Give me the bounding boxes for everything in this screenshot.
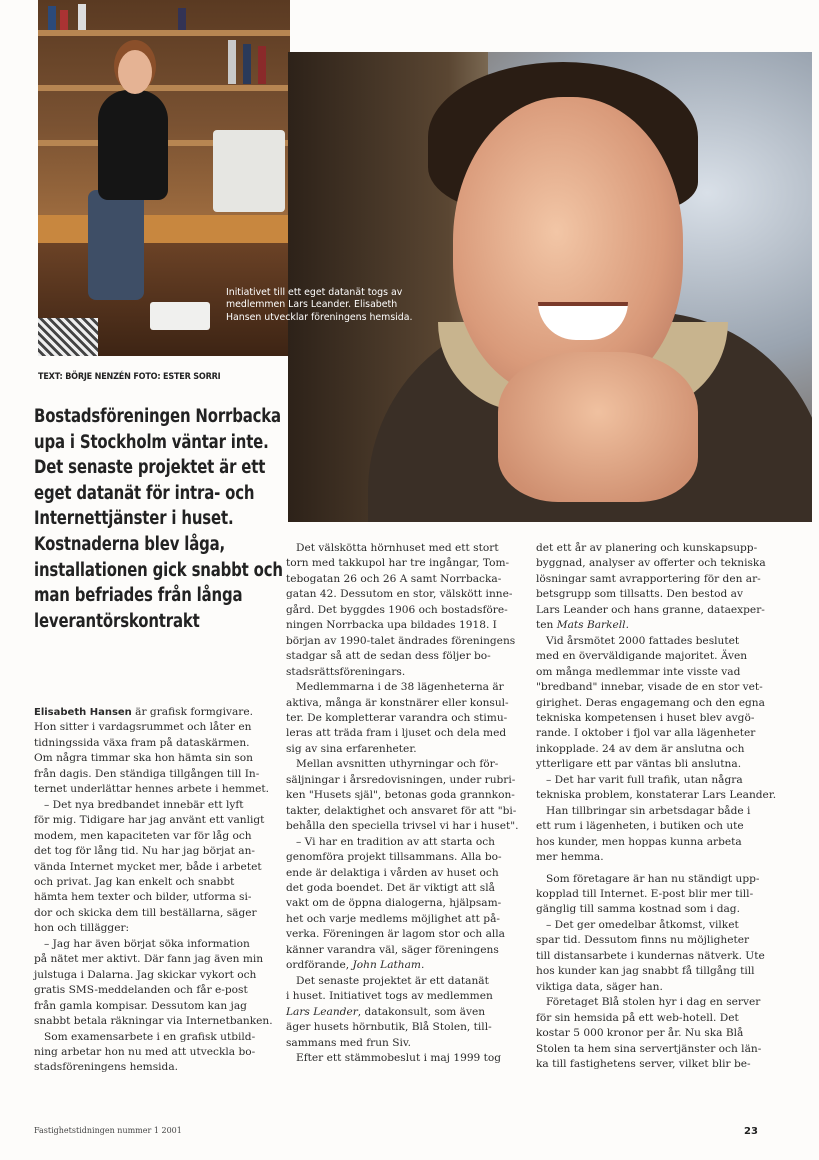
body-line: tekniska kompetensen i huset blev avgö- [536,711,755,724]
body-line [286,1005,502,1020]
body-line: Efter ett stämmobeslut i maj 1999 tog [296,1051,502,1064]
body-line: för mig. Tidigare har jag använt ett vanligt [34,814,265,827]
lede-line: Internettjänster i huset. [34,508,234,530]
body-line: tekniska problem, konstaterar Lars Leander. [536,789,777,802]
body-line: till distansarbete i kundernas nätverk. Ute [536,949,765,962]
body-text: ordförande, [286,959,353,972]
body-line: Hon sitter i vardagsrummet och låter en [34,721,252,734]
body-line: Han tillbringar sin arbetsdagar både i [546,804,751,817]
body-line: gänglig till samma kostnad som i dag. [536,903,740,916]
body-line: ningen Norrbacka upa bildades 1918. I [286,619,497,632]
body-line: snabbt betala räkningar via Internetbanken. [34,1015,273,1028]
body-line: ka till fastighetens server, vilket blir be- [536,1057,751,1070]
body-line: ende är delaktiga i vården av huset och [286,866,499,879]
body-line: Om några timmar ska hon hämta sin son [34,752,253,765]
body-line: verka. Föreningen är lagom stor och alla [286,928,505,941]
body-line: byggnad, analyser av offerter och tekniska [536,557,766,570]
body-line: torn med takkupol har tre ingångar, Tom- [286,557,510,570]
body-line: tidningssida växa fram på dataskärmen. [34,736,250,749]
person-name: John Latham. [352,959,425,972]
body-line: det goda boendet. Det är viktigt att slå [286,881,495,894]
caption-line: medlemmen Lars Leander. Elisabeth [226,299,398,311]
body-line: – Vi har en tradition av att starta och [296,835,495,848]
body-line: Lars Leander och hans granne, dataexper- [536,603,765,616]
lede-line: man befriades från långa [34,585,243,607]
lede-line: Det senaste projektet är ett [34,457,266,479]
body-line: rande. I oktober i fjol var alla lägenheter [536,727,756,740]
body-line: ning arbetar hon nu med att utveckla bo- [34,1045,256,1058]
body-line: ytterligare ett par väntas bli anslutna. [536,758,742,771]
body-line: början av 1990-talet ändrades föreningens [286,634,516,647]
body-line: spar tid. Dessutom finns nu möjligheter [536,934,750,947]
body-line: takter, delaktighet och ansvaret för att "bi- [286,804,517,817]
body-line: Det välskötta hörnhuset med ett stort [296,542,499,554]
body-line: – Det ger omedelbar åtkomst, vilket [546,918,739,931]
body-line: modem, men kapaciteten var för låg och [34,829,252,842]
byline-credit: TEXT: BÖRJE NENZÉN FOTO: ESTER SORRI [38,372,221,382]
body-column-3 [536,541,777,1072]
body-line: dor och skicka dem till beställarna, säger [34,906,257,919]
body-line: det ett år av planering och kunskapsupp- [536,542,758,554]
body-line: kopplad till Internet. E-post blir mer till- [536,887,754,900]
body-line: inkopplade. 24 av dem är anslutna och [536,742,745,755]
body-line: ternet underlättar hennes arbete i hemmet. [34,783,270,796]
body-line: "bredband" innebar, visade de en stor vet- [536,681,763,694]
body-line: med en överväldigande majoritet. Även [536,650,748,663]
body-line: tebogatan 26 och 26 A samt Norrbacka- [286,572,502,585]
body-line: mer hemma. [536,851,604,864]
body-line: vakt om de öppna dialogerna, hjälpsam- [286,897,502,910]
body-line: Som examensarbete i en grafisk utbild- [44,1030,256,1043]
publication-footer: Fastighetstidningen nummer 1 2001 [34,1126,182,1135]
body-column-1 [34,705,273,1076]
body-line: äger husets hörnbutik, Blå Stolen, till- [286,1021,492,1034]
photo-caption [226,287,426,324]
body-line: det tog för lång tid. Nu har jag börjat an- [34,845,255,858]
body-line [34,705,260,720]
caption-line: Initiativet till ett eget datanät togs av [226,287,403,298]
body-line: och privat. Jag kan enkelt och snabbt [34,875,235,888]
body-line: julstuga i Dalarna. Jag skickar vykort och [34,968,257,981]
body-column-2 [286,541,519,1066]
body-line: stadgar så att de sedan dess följer bo- [286,650,491,663]
body-line [286,958,502,973]
body-line: ter. De kompletterar varandra och stimu- [286,711,508,724]
body-line: för sin hemsida på ett web-hotell. Det [536,1011,739,1024]
lede-line: leverantörskontrakt [34,610,200,632]
body-line: sig av sina erfarenheter. [286,742,417,755]
body-line: Företaget Blå stolen hyr i dag en server [546,996,761,1009]
body-line: om många medlemmar inte visste vad [536,665,741,678]
body-line: girighet. Deras engagemang och den egna [536,696,765,709]
body-line: ken "Husets själ", betonas goda grannkon- [286,789,515,802]
body-line: aktiva, många är konstnärer eller konsul- [286,696,509,709]
body-line: Stolen ta hem sina servertjänster och län- [536,1042,762,1055]
body-line: – Jag har även börjat söka information [44,937,250,950]
body-line: på nätet mer aktivt. Där fann jag även min [34,953,264,966]
article-lede [34,404,283,634]
body-text: är grafisk formgivare. [131,706,253,718]
body-line: säljningar i årsredovisningen, under rubri- [286,773,516,786]
body-line: i huset. Initiativet togs av medlemmen [286,990,493,1003]
lede-line: installationen gick snabbt och [34,559,283,581]
body-line: Mellan avsnitten uthyrningar och för- [296,758,499,771]
body-line: från gamla kompisar. Dessutom kan jag [34,999,247,1012]
body-line: gård. Det byggdes 1906 och bostadsföre- [286,603,508,616]
body-line: hos kunder kan jag snabbt få tillgång till [536,965,755,978]
body-line: betsgrupp som tillsatts. Den bestod av [536,588,743,601]
body-line: Det senaste projektet är ett datanät [296,974,489,987]
body-line: kostar 5 000 kronor per år. Nu ska Blå [536,1027,744,1040]
body-line: leras att träda fram i ljuset och dela med [286,727,507,740]
toy-truck [150,302,210,330]
body-line: behålla den speciella trivsel vi har i huset". [286,820,519,833]
body-line: lösningar samt avrapportering för den ar- [536,572,761,585]
body-line: het och varje medlems möjlighet att på- [286,912,500,925]
body-line: Medlemmarna i de 38 lägenheterna är [296,681,504,694]
body-line: viktiga data, säger han. [536,980,663,993]
body-text: ten [536,619,557,632]
body-line [536,618,764,633]
page-number: 23 [744,1126,758,1137]
person-name: Mats Barkell. [556,619,629,632]
body-line: hon och tillägger: [34,922,130,935]
body-line: gratis SMS-meddelanden och får e-post [34,984,248,997]
body-line: stadsföreningens hemsida. [34,1061,178,1074]
computer-monitor [213,130,285,212]
lead-name: Elisabeth Hansen [34,707,132,718]
lede-line: Kostnaderna blev låga, [34,533,226,555]
body-line: Vid årsmötet 2000 fattades beslutet [546,634,740,647]
person-name: Lars Leander [286,1005,358,1018]
body-text: , datakonsult, som även [357,1005,486,1018]
lede-line: eget datanät för intra- och [34,482,255,504]
body-line: vända Internet mycket mer, både i arbetet [34,860,262,873]
body-line: genomföra projekt tillsammans. Alla bo- [286,851,502,864]
body-line: – Det nya bredbandet innebär ett lyft [44,798,244,811]
body-line: hämta hem texter och bilder, utforma si- [34,891,252,904]
caption-line: Hansen utvecklar föreningens hemsida. [226,311,413,323]
body-line: sammans med frun Siv. [286,1036,411,1049]
body-line: känner varandra väl, säger föreningens [286,943,499,956]
body-line: stadsrättsföreningars. [286,665,406,678]
body-line: hos kunder, men hoppas kunna arbeta [536,835,742,848]
body-line: gatan 42. Dessutom en stor, välskött inne- [286,588,513,601]
lede-line: Bostadsföreningen Norrbacka [34,406,281,427]
body-line: Som företagare är han nu ständigt upp- [546,872,760,885]
body-line: från dagis. Den ständiga tillgången till In- [34,767,260,780]
body-line: ett rum i lägenheten, i butiken och ute [536,820,744,833]
body-line: – Det har varit full trafik, utan några [546,773,743,786]
lede-line: upa i Stockholm väntar inte. [34,431,269,453]
